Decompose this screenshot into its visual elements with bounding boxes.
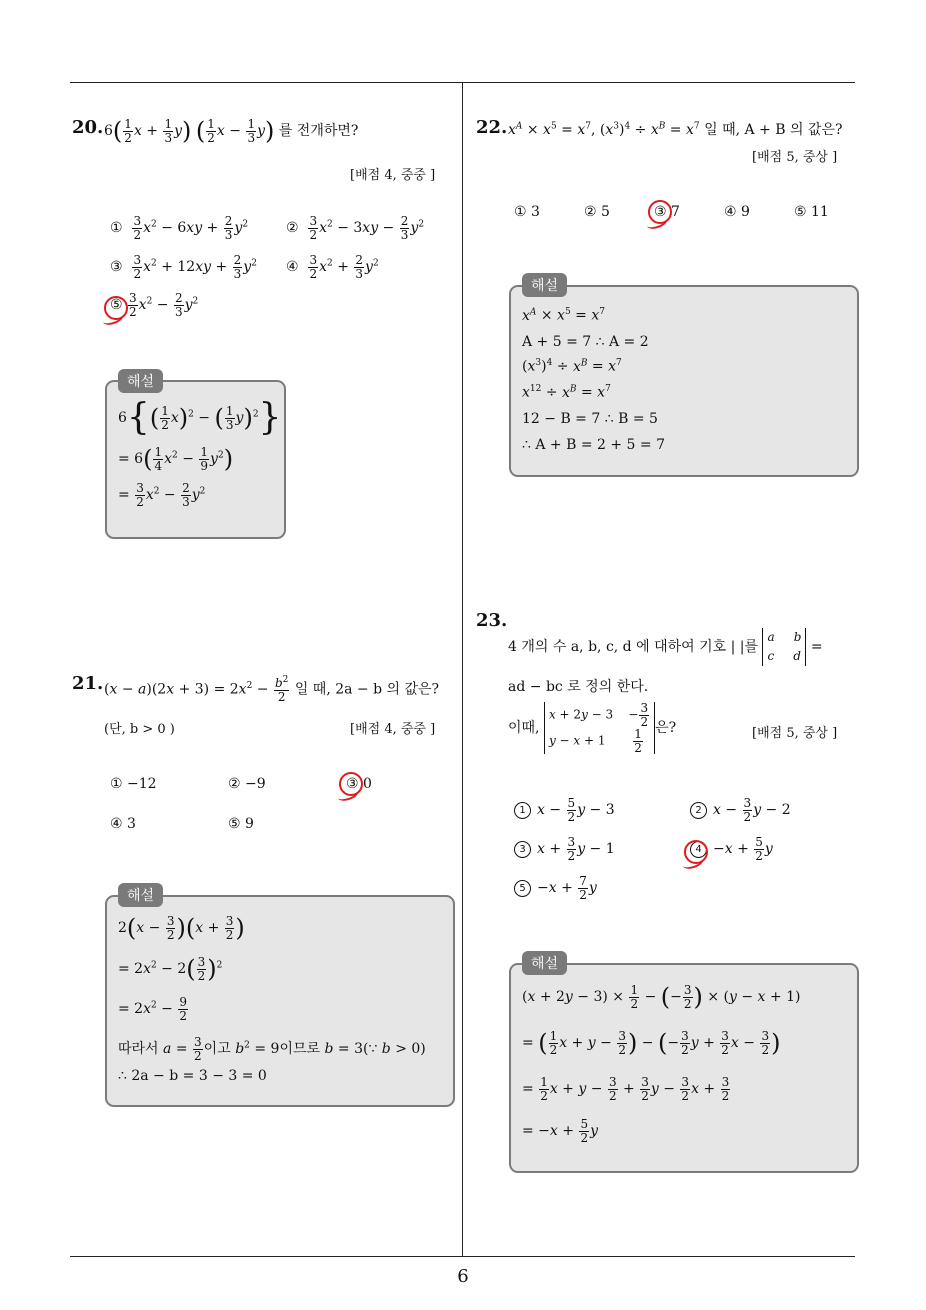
q23-sol-line-1: (x + 2y − 3) × $\frac{1}{2}$ − (− $\frac{3}{2}$ ) × (y − x + 1): [522, 983, 801, 1012]
q21-option-2[interactable]: ② −9: [228, 776, 266, 792]
q23-prompt-c: 이때, x + 2y − 3 − $\frac{3}{2}$ y − x + 1 $\frac{1}{2}$ 은?: [508, 701, 677, 755]
q21-prompt: $(x - a)(2x + 3) = 2x^2$ − $\frac{b^2}{2}$ 일 때, 2a − b 의 값은?: [104, 675, 440, 704]
q23-solution-tag: 해설: [522, 951, 567, 975]
q20-sol-line-2: = 6( $\frac{1}{4}$ $x^2$ − $\frac{1}{9}$ $y^2$): [118, 445, 234, 474]
q22-option-3[interactable]: ③ 7: [654, 204, 680, 220]
q20-option-1[interactable]: ① $\frac{3}{2}$ $x^2 - 6xy$ + $\frac{2}{3}$ $y^2$: [110, 214, 249, 242]
q22-sol-line-2: A + 5 = 7 ∴ A = 2: [522, 334, 649, 350]
q21-sol-line-4: 따라서 a = $\frac{3}{2}$ 이고 $b^2 = 9$이므로 b = 3(∵ b > 0): [118, 1035, 426, 1063]
q23-sol-line-3: = $\frac{1}{2}$ x + y − $\frac{3}{2}$ + $\frac{3}{2}$ y − $\frac{3}{2}$ x + $\frac{3}{2}$: [522, 1075, 730, 1103]
q21-sol-line-5: ∴ 2a − b = 3 − 3 = 0: [118, 1068, 267, 1084]
q20-score: [배점 4, 중중 ]: [350, 168, 436, 183]
q22-score: [배점 5, 중상 ]: [752, 150, 838, 165]
q22-option-5[interactable]: ⑤ 11: [794, 204, 829, 220]
q22-sol-line-6: ∴ A + B = 2 + 5 = 7: [522, 437, 666, 453]
q21-condition: (단, b > 0 ): [104, 722, 175, 737]
q22-sol-line-3: $(x^3)^4 \div x^B = x^7$: [522, 358, 622, 375]
q20-option-3[interactable]: ③ $\frac{3}{2}$ $x^2 + 12xy$ + $\frac{2}{3}$ $y^2$: [110, 253, 257, 281]
q23-number: 23.: [476, 610, 508, 631]
q21-sol-line-1: 2(x − $\frac{3}{2}$ )(x + $\frac{3}{2}$ ): [118, 914, 245, 943]
q22-sol-line-5: 12 − B = 7 ∴ B = 5: [522, 411, 658, 427]
q23-option-4[interactable]: 4 −x + $\frac{5}{2}$ y: [690, 836, 773, 862]
q21-prompt-tail: 일 때, 2a − b 의 값은?: [294, 681, 440, 698]
q23-sol-line-2: = ( $\frac{1}{2}$ x + y − $\frac{3}{2}$ ) − (− $\frac{3}{2}$ y + $\frac{3}{2}$ x − $\frac{3}{2}$ ): [522, 1029, 781, 1058]
q20-number: 20.: [72, 117, 104, 138]
q22-option-2[interactable]: ② 5: [584, 204, 610, 220]
q23-sol-line-4: = −x + $\frac{5}{2}$ y: [522, 1117, 599, 1145]
q21-solution-tag: 해설: [118, 883, 163, 907]
q23-option-1[interactable]: 1 x − $\frac{5}{2}$ y − 3: [514, 797, 615, 823]
q22-solution-tag: 해설: [522, 273, 567, 297]
q20-option-2[interactable]: ② $\frac{3}{2}$ $x^2 - 3xy$ − $\frac{2}{3}$ $y^2$: [286, 214, 425, 242]
q23-prompt-b: ad − bc 로 정의 한다.: [508, 679, 649, 695]
q21-option-4[interactable]: ④ 3: [110, 816, 136, 832]
q23-option-5[interactable]: 5 −x + $\frac{7}{2}$ y: [514, 875, 597, 901]
q20-answer-circle: [104, 296, 128, 320]
q21-option-1[interactable]: ① −12: [110, 776, 157, 792]
q23-option-3[interactable]: 3 x + $\frac{3}{2}$ y − 1: [514, 836, 615, 862]
q20-solution-tag: 해설: [118, 369, 163, 393]
q23-determinant: a b c d: [762, 628, 806, 666]
q22-answer-circle: [648, 200, 672, 224]
q21-option-5[interactable]: ⑤ 9: [228, 816, 254, 832]
q20-prompt-tail: 를 전개하면?: [278, 123, 359, 140]
q23-given-determinant: x + 2y − 3 − $\frac{3}{2}$ y − x + 1 $\frac{1}{2}$: [544, 702, 655, 754]
q22-prompt-tail: 일 때, A + B 의 값은?: [704, 122, 843, 138]
q21-score: [배점 4, 중중 ]: [350, 722, 436, 737]
q23-score: [배점 5, 중상 ]: [752, 726, 838, 741]
q21-answer-circle: [339, 772, 363, 796]
q20-prompt: 6( $\frac{1}{2}$ x + $\frac{1}{3}$ y) ( $\frac{1}{2}$ x − $\frac{1}{3}$ y) 를 전개하면?: [104, 117, 359, 146]
column-divider: [462, 82, 463, 1257]
bottom-rule: [70, 1256, 855, 1257]
q20-option-5[interactable]: ⑤ $\frac{3}{2}$ $x^2$ − $\frac{2}{3}$ $y^2$: [110, 291, 199, 319]
q22-number: 22.: [476, 117, 508, 138]
q22-option-1[interactable]: ① 3: [514, 204, 540, 220]
q21-number: 21.: [72, 673, 104, 694]
q23-answer-circle: [684, 840, 708, 864]
q21-sol-line-2: = $2x^2 - 2$( $\frac{3}{2}$ )$^2$: [118, 955, 223, 984]
q22-sol-line-1: $x^A \times x^5 = x^7$: [522, 307, 605, 324]
page-number: 6: [457, 1266, 469, 1287]
q20-option-4[interactable]: ④ $\frac{3}{2}$ $x^2$ + $\frac{2}{3}$ $y^2$: [286, 253, 379, 281]
q22-sol-line-4: $x^{12} \div x^B = x^7$: [522, 384, 611, 401]
q21-sol-line-3: = $2x^2$ − $\frac{9}{2}$: [118, 995, 188, 1023]
q20-sol-line-1: 6{( $\frac{1}{2}$ x)$^2$ − ( $\frac{1}{3}$ y)$^2$}: [118, 397, 282, 438]
q23-prompt-a: 4 개의 수 a, b, c, d 에 대하여 기호 | |를 a b c d =: [508, 628, 823, 666]
q21-option-3[interactable]: ③ 0: [346, 776, 372, 792]
q22-option-4[interactable]: ④ 9: [724, 204, 750, 220]
q20-sol-line-3: = $\frac{3}{2}$ $x^2$ − $\frac{2}{3}$ $y^2$: [118, 481, 206, 509]
q23-option-2[interactable]: 2 x − $\frac{3}{2}$ y − 2: [690, 797, 791, 823]
q22-prompt: $x^A \times x^5 = x^7$, $(x^3)^4 \div x^B = x^7$ 일 때, A + B 의 값은?: [508, 121, 843, 138]
